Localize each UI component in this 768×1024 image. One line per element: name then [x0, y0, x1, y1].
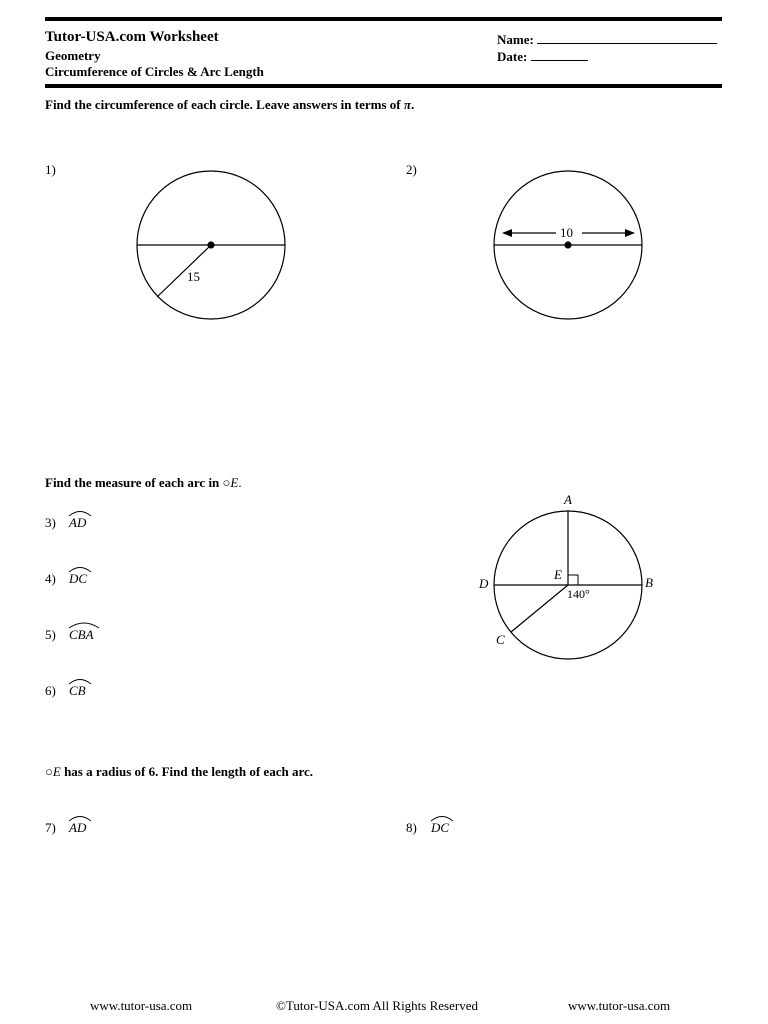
problem-4-arc	[69, 571, 87, 587]
problem-4-number: 4)	[45, 571, 56, 586]
problem-3-number: 3)	[45, 515, 56, 530]
date-blank[interactable]	[531, 48, 588, 61]
footer-copyright: ©Tutor-USA.com All Rights Reserved	[276, 998, 478, 1013]
problem-6-arc	[69, 683, 86, 699]
pi-symbol: π	[403, 97, 411, 112]
problem-5-arc-label: CBA	[69, 627, 94, 642]
problem-6-number: 6)	[45, 683, 56, 698]
problem-1-center-dot	[207, 241, 214, 248]
date-label: Date:	[497, 49, 528, 64]
radius-ec	[511, 585, 568, 632]
header-top-rule	[45, 17, 722, 21]
section1-instruction-end: .	[410, 97, 415, 112]
section3-instruction-text: has a radius of 6. Find the length of each arc.	[60, 764, 313, 779]
problem-3-arc	[69, 515, 86, 531]
section1-instruction-text: Find the circumference of each circle. Leave answers in terms of	[45, 97, 404, 112]
point-b-label: B	[645, 575, 653, 590]
section1-instruction	[45, 97, 414, 113]
problem-7-number: 7)	[45, 820, 56, 835]
footer-left-link[interactable]: www.tutor-usa.com	[90, 998, 193, 1013]
section3-circle-symbol: ○	[45, 764, 53, 779]
problem-3-arc-label: AD	[69, 515, 87, 530]
arc-symbol-icon	[68, 509, 92, 517]
section2-instruction	[45, 475, 242, 491]
problem-2-arrow-right-head	[625, 229, 635, 237]
arc-symbol-icon	[430, 814, 454, 822]
name-field[interactable]	[497, 31, 717, 48]
problem-1-radius	[157, 245, 211, 297]
point-e-label: E	[554, 567, 562, 582]
worksheet-title: Tutor-USA.com Worksheet	[45, 29, 219, 45]
problem-2-arrow-left-head	[502, 229, 512, 237]
problem-2-center-dot	[564, 241, 571, 248]
angle-140-label: 140°	[567, 587, 590, 601]
arc-symbol-icon	[68, 621, 100, 629]
problem-4-arc-label: DC	[69, 571, 88, 586]
problem-8-number: 8)	[406, 820, 417, 835]
problem-6-arc-label: CB	[69, 683, 86, 698]
problem-5-arc	[69, 627, 94, 643]
problem-8-arc	[431, 820, 449, 836]
point-d-label: D	[479, 576, 489, 591]
problem-7-arc-label: AD	[69, 820, 87, 835]
section3-instruction	[45, 764, 313, 780]
name-blank[interactable]	[537, 31, 717, 44]
problem-2-circle-diagram	[478, 155, 658, 335]
problem-5-number: 5)	[45, 627, 56, 642]
problem-2-diameter-label: 10	[560, 225, 573, 240]
arc-symbol-icon	[68, 814, 92, 822]
date-field[interactable]	[497, 48, 588, 65]
section2-instruction-end: .	[238, 475, 242, 490]
circle-name: E	[230, 475, 239, 490]
problem-1-number: 1)	[45, 162, 56, 177]
header-bottom-rule	[45, 84, 722, 88]
circle-e-diagram	[470, 488, 670, 678]
arc-symbol-icon	[68, 677, 92, 685]
name-label: Name:	[497, 32, 534, 47]
right-angle-mark	[568, 575, 578, 585]
problem-7-arc	[69, 820, 86, 836]
topic-label: Circumference of Circles & Arc Length	[45, 64, 264, 79]
footer-right-link[interactable]: www.tutor-usa.com	[568, 998, 671, 1013]
point-c-label: C	[496, 632, 505, 647]
problem-8-arc-label: DC	[431, 820, 450, 835]
problem-2-number: 2)	[406, 162, 417, 177]
subject-label: Geometry	[45, 48, 101, 63]
point-a-label: A	[564, 492, 572, 507]
section2-instruction-text: Find the measure of each arc in	[45, 475, 223, 490]
circle-symbol: ○	[222, 475, 231, 490]
problem-1-radius-label: 15	[187, 269, 200, 284]
arc-symbol-icon	[68, 565, 92, 573]
section3-circle-name: E	[52, 764, 61, 779]
problem-1-circle-diagram	[120, 155, 300, 335]
